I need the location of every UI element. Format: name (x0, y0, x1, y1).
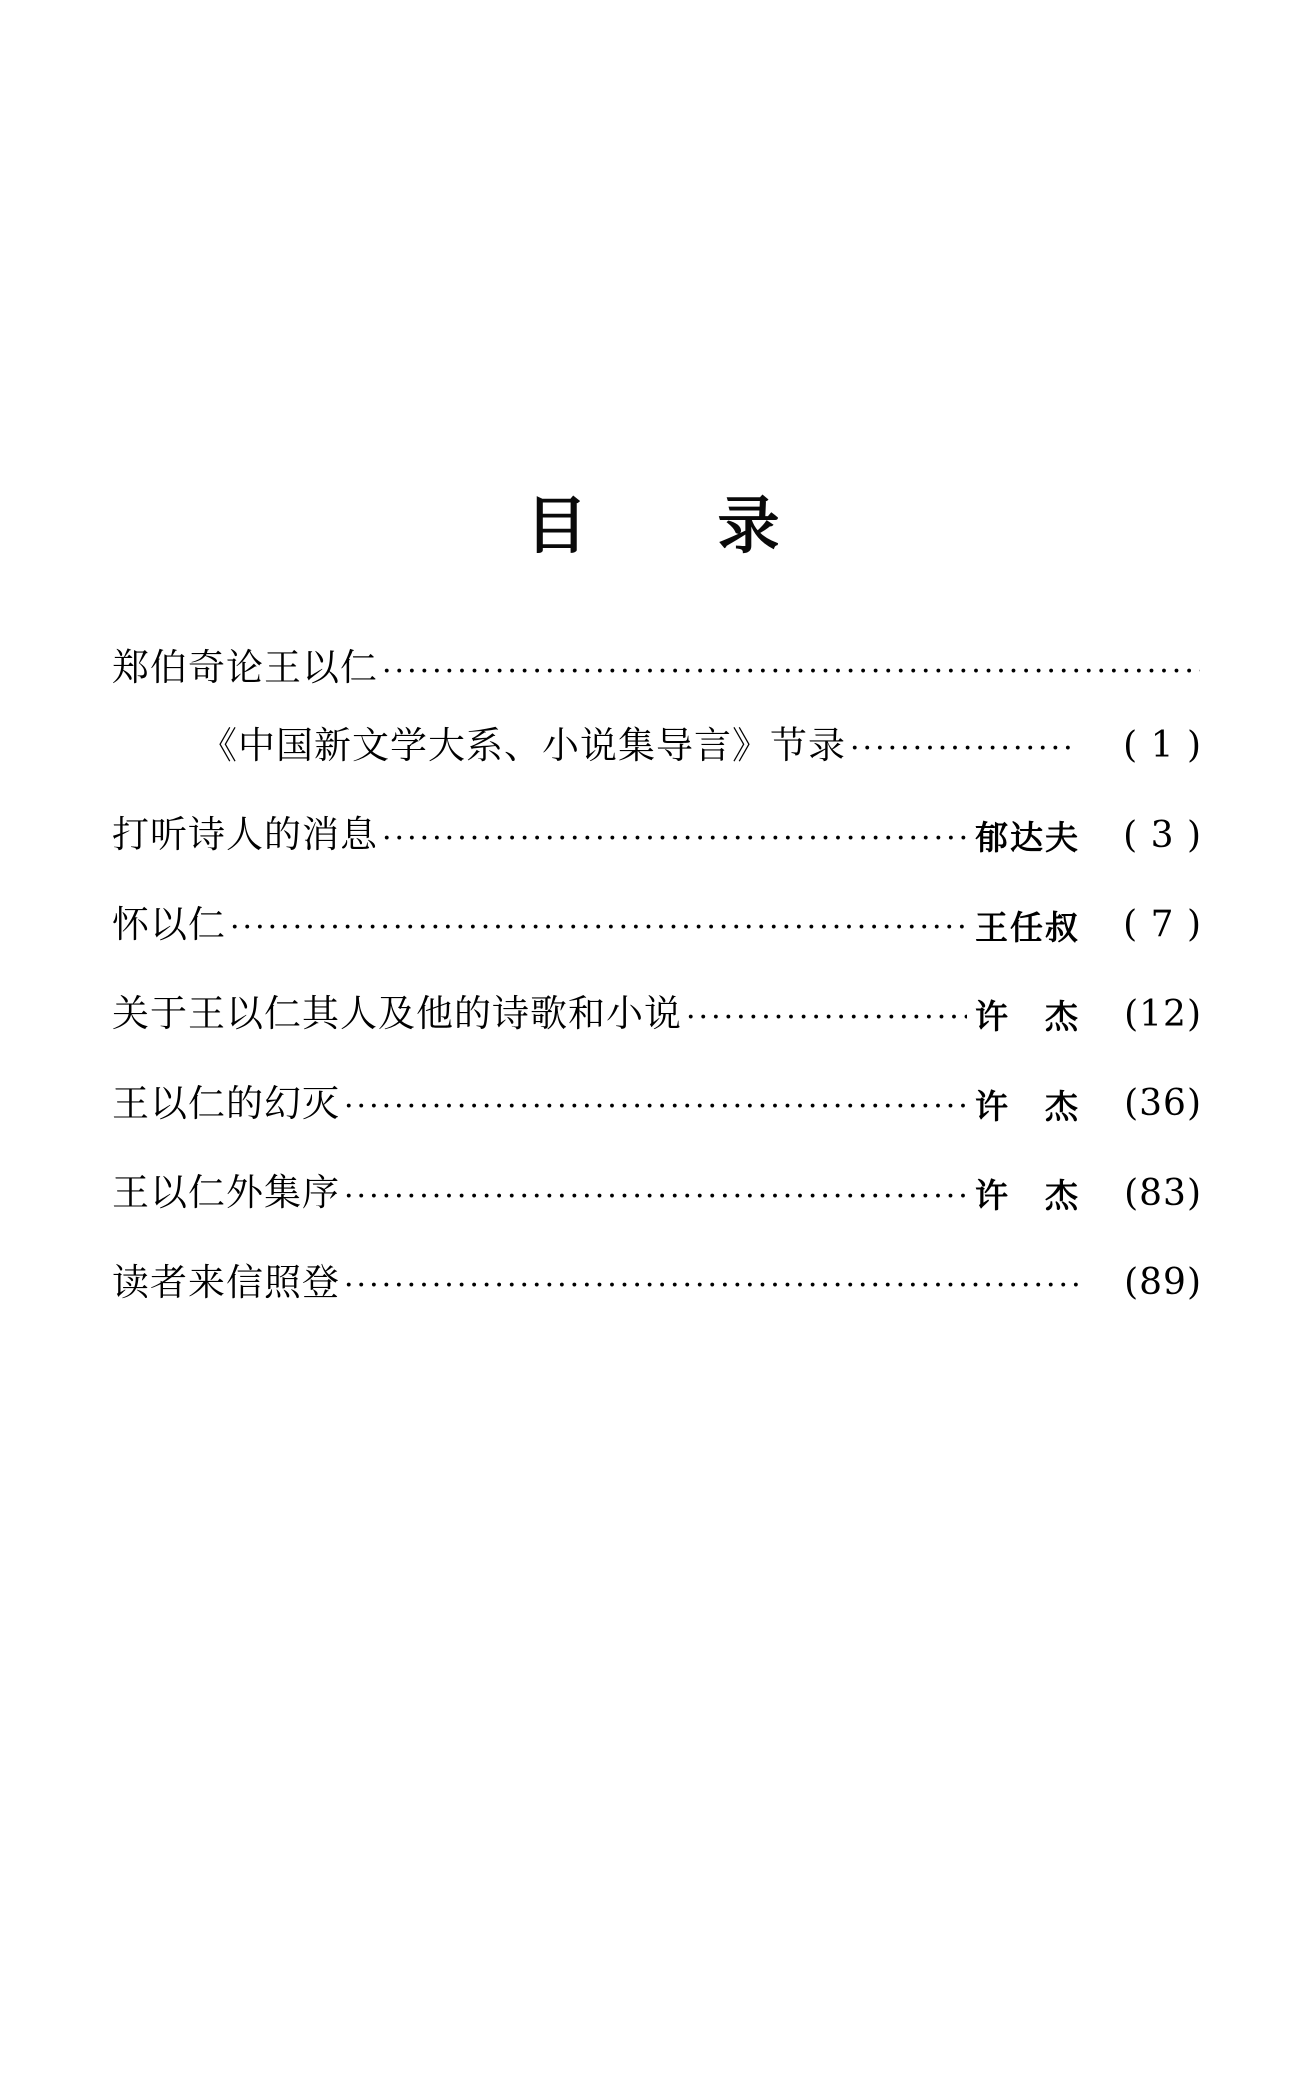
toc-entry-author: 许 杰 (975, 997, 1080, 1036)
toc-entry-page: (89) (1124, 1262, 1202, 1303)
toc-entry-title: 王以仁的幻灭 (112, 1081, 340, 1125)
toc-entry-subtitle: 《中国新文学大系、小说集导言》节录 (200, 723, 846, 767)
leader-dots (382, 659, 1200, 696)
toc-entry-line-primary (112, 1076, 1202, 1132)
toc-entry-author: 郁达夫 (975, 818, 1080, 857)
leader-dots (344, 1094, 967, 1131)
toc-entry-line-primary (112, 1255, 1202, 1311)
toc-entry-page: ( 3 ) (1123, 814, 1202, 856)
table-of-contents (112, 640, 1202, 1344)
toc-entry-page: (83) (1124, 1172, 1202, 1214)
toc-entry-title: 关于王以仁其人及他的诗歌和小说 (112, 992, 682, 1035)
toc-entry-line-secondary (112, 718, 1202, 774)
list-item (112, 1165, 1202, 1221)
leader-dots (850, 736, 1078, 773)
toc-entry-line-primary (112, 807, 1202, 863)
toc-entry-title: 读者来信照登 (112, 1260, 340, 1304)
page-title: 目 录 (525, 489, 814, 562)
toc-entry-title: 打听诗人的消息 (112, 813, 378, 856)
leader-dots (230, 915, 967, 952)
toc-entry-title: 怀以仁 (112, 902, 226, 946)
toc-entry-line-primary (112, 897, 1202, 953)
list-item (112, 640, 1202, 773)
toc-entry-line-primary (112, 640, 1202, 696)
toc-entry-title: 郑伯奇论王以仁 (112, 646, 378, 689)
list-item (112, 986, 1202, 1042)
list-item (112, 1076, 1202, 1132)
toc-entry-line-primary (112, 986, 1202, 1042)
toc-entry-page: (36) (1124, 1083, 1202, 1124)
toc-entry-author: 许 杰 (975, 1176, 1080, 1215)
toc-entry-page: ( 7 ) (1123, 904, 1202, 945)
toc-entry-author: 王任叔 (975, 907, 1080, 947)
list-item (112, 897, 1202, 953)
toc-entry-page: ( 1 ) (1123, 725, 1202, 766)
list-item (112, 1255, 1202, 1311)
leader-dots (344, 1273, 1078, 1310)
leader-dots (344, 1184, 967, 1221)
toc-entry-author: 许 杰 (975, 1086, 1080, 1126)
leader-dots (686, 1005, 967, 1042)
toc-entry-line-primary (112, 1165, 1202, 1221)
toc-entry-title: 王以仁外集序 (112, 1171, 340, 1214)
list-item (112, 807, 1202, 863)
toc-entry-page: (12) (1124, 993, 1202, 1035)
leader-dots (382, 826, 967, 863)
